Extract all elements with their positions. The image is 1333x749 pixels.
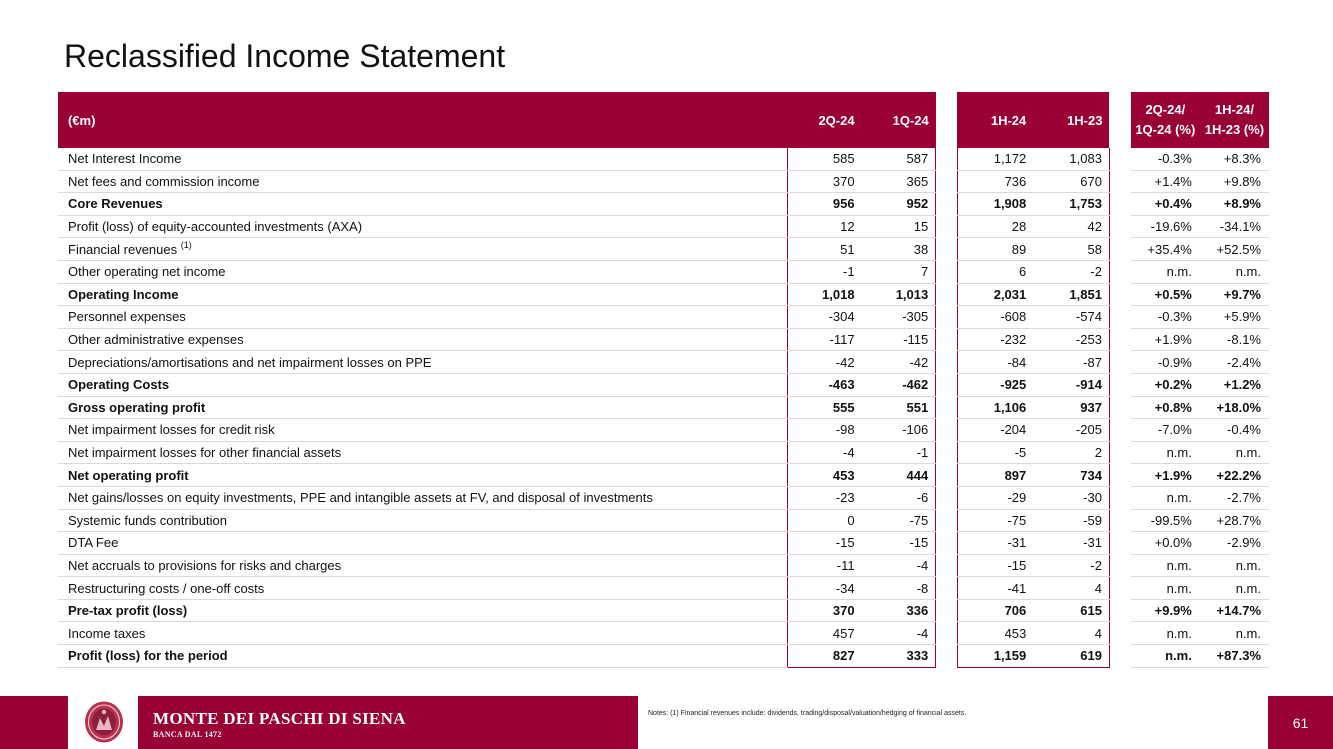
cell-q1: 952 bbox=[862, 193, 936, 216]
cell-h1: -75 bbox=[957, 509, 1033, 532]
cell-pq: +0.4% bbox=[1131, 193, 1200, 216]
cell-ph: +9.8% bbox=[1200, 170, 1269, 193]
cell-h0: 615 bbox=[1033, 599, 1109, 622]
gap-cell bbox=[1109, 486, 1130, 509]
cell-ph: +14.7% bbox=[1200, 599, 1269, 622]
cell-pq: +0.5% bbox=[1131, 283, 1200, 306]
table-row bbox=[58, 306, 1269, 329]
gap-cell bbox=[1109, 170, 1130, 193]
cell-h0: 670 bbox=[1033, 170, 1109, 193]
cell-q2: 457 bbox=[787, 622, 861, 645]
footnote: Notes: (1) Financial revenues include: dividends, trading/disposal/valuation/hedging of financial assets. bbox=[648, 710, 967, 717]
cell-pq: +35.4% bbox=[1131, 238, 1200, 261]
cell-h0: -31 bbox=[1033, 532, 1109, 555]
gap-cell bbox=[1109, 351, 1130, 374]
gap-cell bbox=[1109, 306, 1130, 329]
header-change-half bbox=[1200, 92, 1269, 148]
cell-h0: -205 bbox=[1033, 419, 1109, 442]
cell-q2: 370 bbox=[787, 599, 861, 622]
cell-ph: +87.3% bbox=[1200, 645, 1269, 668]
gap-cell bbox=[936, 486, 957, 509]
row-label bbox=[58, 238, 787, 261]
cell-ph: +8.3% bbox=[1200, 148, 1269, 170]
cell-h1: -15 bbox=[957, 554, 1033, 577]
row-label-text: Net fees and commission income bbox=[68, 173, 260, 189]
gap-cell bbox=[936, 419, 957, 442]
cell-q2: 1,018 bbox=[787, 283, 861, 306]
cell-q2: 12 bbox=[787, 215, 861, 238]
cell-q2: 956 bbox=[787, 193, 861, 216]
cell-h1: -29 bbox=[957, 486, 1033, 509]
cell-q2: 555 bbox=[787, 396, 861, 419]
header-2q24: 2Q-24 bbox=[787, 92, 861, 148]
cell-h0: -2 bbox=[1033, 554, 1109, 577]
cell-q1: 1,013 bbox=[862, 283, 936, 306]
cell-h1: -31 bbox=[957, 532, 1033, 555]
cell-h1: 1,908 bbox=[957, 193, 1033, 216]
cell-h0: 4 bbox=[1033, 622, 1109, 645]
row-label-text: Net accruals to provisions for risks and charges bbox=[68, 557, 342, 573]
row-label bbox=[58, 373, 787, 396]
gap-cell bbox=[1109, 464, 1130, 487]
gap-cell bbox=[1109, 215, 1130, 238]
gap-cell bbox=[936, 328, 957, 351]
cell-ph: -34.1% bbox=[1200, 215, 1269, 238]
cell-q1: -305 bbox=[862, 306, 936, 329]
cell-q2: 370 bbox=[787, 170, 861, 193]
row-label-text: Income taxes bbox=[68, 625, 146, 641]
cell-pq: -0.3% bbox=[1131, 306, 1200, 329]
gap-cell bbox=[1109, 554, 1130, 577]
gap-cell bbox=[936, 599, 957, 622]
cell-h1: 736 bbox=[957, 170, 1033, 193]
row-label bbox=[58, 486, 787, 509]
cell-h0: -87 bbox=[1033, 351, 1109, 374]
table-row bbox=[58, 645, 1269, 668]
row-label bbox=[58, 622, 787, 645]
cell-h1: 2,031 bbox=[957, 283, 1033, 306]
bank-seal-icon bbox=[83, 700, 125, 744]
row-label bbox=[58, 148, 787, 170]
cell-pq: n.m. bbox=[1131, 645, 1200, 668]
brand-tagline: BANCA DAL 1472 bbox=[153, 730, 222, 739]
table-row bbox=[58, 419, 1269, 442]
gap-cell bbox=[1109, 238, 1130, 261]
cell-ph: +18.0% bbox=[1200, 396, 1269, 419]
row-label bbox=[58, 306, 787, 329]
cell-q1: -4 bbox=[862, 622, 936, 645]
cell-q2: -117 bbox=[787, 328, 861, 351]
cell-h0: 4 bbox=[1033, 577, 1109, 600]
table-header-row bbox=[58, 92, 1269, 148]
cell-ph: -8.1% bbox=[1200, 328, 1269, 351]
cell-q1: -42 bbox=[862, 351, 936, 374]
row-label-text: Core Revenues bbox=[68, 196, 163, 212]
cell-h0: 1,753 bbox=[1033, 193, 1109, 216]
table-row bbox=[58, 532, 1269, 555]
cell-q1: -4 bbox=[862, 554, 936, 577]
gap-cell bbox=[936, 373, 957, 396]
gap-cell bbox=[1109, 622, 1130, 645]
row-label-text: Systemic funds contribution bbox=[68, 512, 227, 528]
row-label-text: Net impairment losses for other financial assets bbox=[68, 445, 342, 461]
table-body bbox=[58, 148, 1269, 667]
gap-cell bbox=[936, 577, 957, 600]
header-1h23: 1H-23 bbox=[1033, 92, 1109, 148]
cell-pq: -0.9% bbox=[1131, 351, 1200, 374]
cell-q1: -1 bbox=[862, 441, 936, 464]
gap-cell bbox=[936, 396, 957, 419]
cell-pq: n.m. bbox=[1131, 554, 1200, 577]
cell-q1: 587 bbox=[862, 148, 936, 170]
header-change-quarter bbox=[1131, 92, 1200, 148]
table-row bbox=[58, 373, 1269, 396]
table-row bbox=[58, 238, 1269, 261]
cell-pq: n.m. bbox=[1131, 622, 1200, 645]
brand-name: MONTE DEI PASCHI DI SIENA bbox=[153, 709, 406, 728]
gap-cell bbox=[1109, 419, 1130, 442]
row-label bbox=[58, 599, 787, 622]
table-row bbox=[58, 170, 1269, 193]
page-number: 61 bbox=[1268, 696, 1333, 749]
cell-ph: +9.7% bbox=[1200, 283, 1269, 306]
row-label-text: Net Interest Income bbox=[68, 151, 182, 167]
cell-q2: -15 bbox=[787, 532, 861, 555]
cell-h0: 58 bbox=[1033, 238, 1109, 261]
cell-h0: 619 bbox=[1033, 645, 1109, 668]
cell-q2: 0 bbox=[787, 509, 861, 532]
cell-pq: +0.2% bbox=[1131, 373, 1200, 396]
cell-pq: +1.4% bbox=[1131, 170, 1200, 193]
cell-h1: 89 bbox=[957, 238, 1033, 261]
table-row bbox=[58, 599, 1269, 622]
cell-q2: 827 bbox=[787, 645, 861, 668]
cell-q2: -1 bbox=[787, 260, 861, 283]
gap-cell bbox=[936, 509, 957, 532]
cell-h0: -253 bbox=[1033, 328, 1109, 351]
row-label bbox=[58, 441, 787, 464]
row-label-text: Profit (loss) of equity-accounted investments (AXA) bbox=[68, 219, 363, 235]
cell-q1: 444 bbox=[862, 464, 936, 487]
cell-h0: 1,851 bbox=[1033, 283, 1109, 306]
cell-q1: -75 bbox=[862, 509, 936, 532]
gap-cell bbox=[936, 622, 957, 645]
cell-q1: 38 bbox=[862, 238, 936, 261]
cell-q1: -462 bbox=[862, 373, 936, 396]
cell-h0: 1,083 bbox=[1033, 148, 1109, 170]
row-label bbox=[58, 419, 787, 442]
cell-h1: 706 bbox=[957, 599, 1033, 622]
cell-q2: 585 bbox=[787, 148, 861, 170]
gap-cell bbox=[936, 148, 957, 170]
header-unit: (€m) bbox=[58, 92, 787, 148]
cell-q1: 365 bbox=[862, 170, 936, 193]
row-label-text: Net gains/losses on equity investments, PPE and intangible assets at FV, and disposal of investments bbox=[68, 490, 653, 506]
cell-h1: 453 bbox=[957, 622, 1033, 645]
cell-h1: -41 bbox=[957, 577, 1033, 600]
row-label bbox=[58, 509, 787, 532]
row-label bbox=[58, 328, 787, 351]
income-statement-table-wrapper bbox=[58, 92, 1269, 668]
cell-h0: -574 bbox=[1033, 306, 1109, 329]
gap-cell bbox=[936, 260, 957, 283]
cell-h0: -30 bbox=[1033, 486, 1109, 509]
gap-cell bbox=[1109, 148, 1130, 170]
gap-cell bbox=[1109, 328, 1130, 351]
header-1q24: 1Q-24 bbox=[862, 92, 936, 148]
gap-cell bbox=[936, 645, 957, 668]
cell-pq: -7.0% bbox=[1131, 419, 1200, 442]
cell-ph: -2.7% bbox=[1200, 486, 1269, 509]
cell-ph: n.m. bbox=[1200, 260, 1269, 283]
table-row bbox=[58, 260, 1269, 283]
cell-q1: -15 bbox=[862, 532, 936, 555]
row-label-text: Net impairment losses for credit risk bbox=[68, 422, 275, 438]
cell-h1: 1,172 bbox=[957, 148, 1033, 170]
gap-cell bbox=[936, 441, 957, 464]
header-gap bbox=[1109, 92, 1130, 148]
row-label-text: Net operating profit bbox=[68, 467, 189, 483]
cell-h1: -84 bbox=[957, 351, 1033, 374]
gap-cell bbox=[936, 170, 957, 193]
gap-cell bbox=[1109, 193, 1130, 216]
row-label-text: Other operating net income bbox=[68, 264, 226, 280]
cell-pq: +1.9% bbox=[1131, 328, 1200, 351]
cell-h0: 734 bbox=[1033, 464, 1109, 487]
table-row bbox=[58, 577, 1269, 600]
cell-h0: 42 bbox=[1033, 215, 1109, 238]
cell-q2: -463 bbox=[787, 373, 861, 396]
cell-q1: -115 bbox=[862, 328, 936, 351]
row-label-text: Operating Costs bbox=[68, 377, 170, 393]
gap-cell bbox=[936, 238, 957, 261]
gap-cell bbox=[1109, 532, 1130, 555]
cell-q2: -23 bbox=[787, 486, 861, 509]
cell-q1: 551 bbox=[862, 396, 936, 419]
income-statement-table bbox=[58, 92, 1269, 668]
table-row bbox=[58, 328, 1269, 351]
cell-ph: +52.5% bbox=[1200, 238, 1269, 261]
row-label-text: Restructuring costs / one-off costs bbox=[68, 580, 265, 596]
gap-cell bbox=[936, 215, 957, 238]
cell-h1: -232 bbox=[957, 328, 1033, 351]
cell-ph: -2.9% bbox=[1200, 532, 1269, 555]
row-label bbox=[58, 396, 787, 419]
cell-q2: -304 bbox=[787, 306, 861, 329]
gap-cell bbox=[936, 554, 957, 577]
cell-ph: +8.9% bbox=[1200, 193, 1269, 216]
cell-ph: +28.7% bbox=[1200, 509, 1269, 532]
cell-pq: n.m. bbox=[1131, 260, 1200, 283]
header-gap bbox=[936, 92, 957, 148]
table-row bbox=[58, 283, 1269, 306]
cell-h1: -5 bbox=[957, 441, 1033, 464]
gap-cell bbox=[1109, 260, 1130, 283]
header-change-half-line1: 1H-24/ bbox=[1214, 102, 1254, 117]
gap-cell bbox=[936, 532, 957, 555]
gap-cell bbox=[1109, 441, 1130, 464]
table-row bbox=[58, 441, 1269, 464]
cell-pq: -0.3% bbox=[1131, 148, 1200, 170]
cell-h0: 937 bbox=[1033, 396, 1109, 419]
table-row bbox=[58, 148, 1269, 170]
row-label bbox=[58, 464, 787, 487]
row-label bbox=[58, 193, 787, 216]
cell-pq: -99.5% bbox=[1131, 509, 1200, 532]
cell-ph: -0.4% bbox=[1200, 419, 1269, 442]
table-row bbox=[58, 622, 1269, 645]
header-change-half-line2: 1H-23 (%) bbox=[1204, 122, 1265, 137]
cell-h1: -204 bbox=[957, 419, 1033, 442]
cell-ph: -2.4% bbox=[1200, 351, 1269, 374]
cell-q2: -34 bbox=[787, 577, 861, 600]
cell-ph: n.m. bbox=[1200, 622, 1269, 645]
cell-h0: -2 bbox=[1033, 260, 1109, 283]
page-title: Reclassified Income Statement bbox=[64, 38, 506, 74]
cell-ph: n.m. bbox=[1200, 554, 1269, 577]
gap-cell bbox=[1109, 599, 1130, 622]
row-label-text: Financial revenues bbox=[68, 241, 178, 257]
row-label-text: Personnel expenses bbox=[68, 309, 186, 325]
table-row bbox=[58, 554, 1269, 577]
gap-cell bbox=[936, 193, 957, 216]
row-label-text: DTA Fee bbox=[68, 535, 119, 551]
cell-q1: 7 bbox=[862, 260, 936, 283]
cell-pq: +0.8% bbox=[1131, 396, 1200, 419]
row-label bbox=[58, 170, 787, 193]
cell-h1: 1,106 bbox=[957, 396, 1033, 419]
cell-q2: 51 bbox=[787, 238, 861, 261]
row-label bbox=[58, 351, 787, 374]
cell-q2: -4 bbox=[787, 441, 861, 464]
gap-cell bbox=[1109, 509, 1130, 532]
cell-h1: -925 bbox=[957, 373, 1033, 396]
cell-ph: n.m. bbox=[1200, 441, 1269, 464]
cell-h0: -914 bbox=[1033, 373, 1109, 396]
cell-q2: -11 bbox=[787, 554, 861, 577]
gap-cell bbox=[936, 306, 957, 329]
cell-q1: -106 bbox=[862, 419, 936, 442]
cell-ph: +22.2% bbox=[1200, 464, 1269, 487]
cell-q1: 333 bbox=[862, 645, 936, 668]
cell-pq: -19.6% bbox=[1131, 215, 1200, 238]
row-label bbox=[58, 283, 787, 306]
cell-ph: +5.9% bbox=[1200, 306, 1269, 329]
cell-pq: n.m. bbox=[1131, 486, 1200, 509]
gap-cell bbox=[1109, 396, 1130, 419]
gap-cell bbox=[1109, 283, 1130, 306]
header-1h24: 1H-24 bbox=[957, 92, 1033, 148]
table-row bbox=[58, 464, 1269, 487]
cell-pq: +0.0% bbox=[1131, 532, 1200, 555]
row-label-text: Operating Income bbox=[68, 286, 179, 302]
cell-ph: +1.2% bbox=[1200, 373, 1269, 396]
row-label-text: Pre-tax profit (loss) bbox=[68, 603, 188, 619]
table-row bbox=[58, 351, 1269, 374]
cell-q1: -6 bbox=[862, 486, 936, 509]
cell-pq: n.m. bbox=[1131, 441, 1200, 464]
cell-h0: 2 bbox=[1033, 441, 1109, 464]
cell-q2: -42 bbox=[787, 351, 861, 374]
gap-cell bbox=[1109, 577, 1130, 600]
cell-h1: 6 bbox=[957, 260, 1033, 283]
gap-cell bbox=[936, 351, 957, 374]
cell-h1: -608 bbox=[957, 306, 1033, 329]
cell-h1: 897 bbox=[957, 464, 1033, 487]
gap-cell bbox=[1109, 373, 1130, 396]
cell-q1: 336 bbox=[862, 599, 936, 622]
row-label bbox=[58, 645, 787, 668]
row-label bbox=[58, 532, 787, 555]
cell-h0: -59 bbox=[1033, 509, 1109, 532]
row-label-text: Gross operating profit bbox=[68, 399, 206, 415]
cell-ph: n.m. bbox=[1200, 577, 1269, 600]
table-row bbox=[58, 193, 1269, 216]
table-row bbox=[58, 396, 1269, 419]
cell-pq: n.m. bbox=[1131, 577, 1200, 600]
row-label bbox=[58, 260, 787, 283]
cell-h1: 28 bbox=[957, 215, 1033, 238]
cell-pq: +1.9% bbox=[1131, 464, 1200, 487]
row-label-text: Other administrative expenses bbox=[68, 332, 244, 348]
table-row bbox=[58, 215, 1269, 238]
row-label-text: Depreciations/amortisations and net impairment losses on PPE bbox=[68, 354, 432, 370]
gap-cell bbox=[1109, 645, 1130, 668]
cell-pq: +9.9% bbox=[1131, 599, 1200, 622]
cell-q2: 453 bbox=[787, 464, 861, 487]
cell-q1: 15 bbox=[862, 215, 936, 238]
row-label bbox=[58, 577, 787, 600]
table-row bbox=[58, 509, 1269, 532]
brand-block bbox=[153, 709, 406, 739]
row-label-text: Profit (loss) for the period bbox=[68, 648, 228, 664]
gap-cell bbox=[936, 283, 957, 306]
header-change-quarter-line1: 2Q-24/ bbox=[1145, 102, 1186, 117]
table-row bbox=[58, 486, 1269, 509]
footnote-marker: (1) bbox=[180, 239, 192, 250]
row-label bbox=[58, 215, 787, 238]
cell-q2: -98 bbox=[787, 419, 861, 442]
cell-q1: -8 bbox=[862, 577, 936, 600]
gap-cell bbox=[936, 464, 957, 487]
row-label bbox=[58, 554, 787, 577]
header-change-quarter-line2: 1Q-24 (%) bbox=[1135, 122, 1196, 137]
cell-h1: 1,159 bbox=[957, 645, 1033, 668]
